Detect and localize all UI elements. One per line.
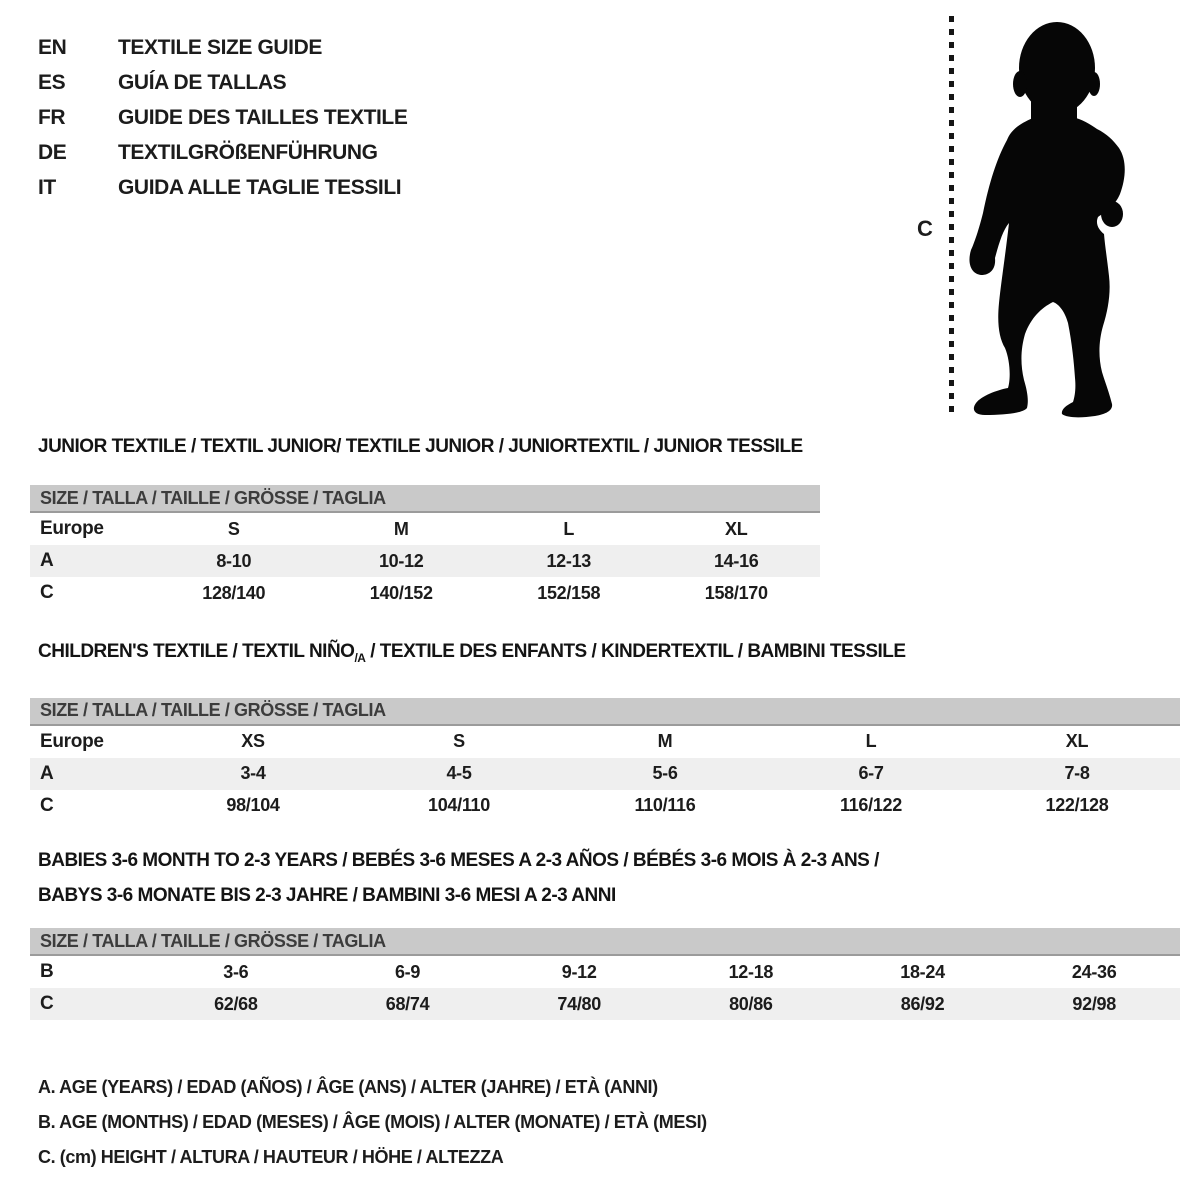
value-cell: 24-36	[1071, 961, 1117, 982]
language-code: DE	[38, 140, 67, 164]
value-cell: 7-8	[1064, 763, 1090, 784]
value-cell: XL	[725, 518, 748, 539]
dashed-height-line-icon	[949, 16, 954, 418]
value-cell: 6-7	[858, 763, 884, 784]
size-header-label: SIZE / TALLA / TAILLE / GRÖSSE / TAGLIA	[40, 700, 386, 721]
language-title: GUIDE DES TAILLES TEXTILE	[118, 105, 408, 129]
table-row	[30, 513, 820, 545]
table-row	[30, 988, 1180, 1020]
language-code: IT	[38, 175, 56, 199]
language-title: GUÍA DE TALLAS	[118, 70, 287, 94]
language-row	[38, 135, 407, 170]
height-measure-label: C	[917, 216, 933, 241]
row-label-cell: C	[40, 993, 54, 1014]
table-row	[30, 726, 1180, 758]
size-table	[30, 956, 1180, 1020]
value-cell: L	[865, 731, 877, 752]
value-cell: 98/104	[226, 795, 280, 816]
size-header-label: SIZE / TALLA / TAILLE / GRÖSSE / TAGLIA	[40, 930, 386, 951]
heading-text: CHILDREN'S TEXTILE / TEXTIL NIÑO	[38, 641, 355, 662]
value-cell: M	[393, 518, 409, 539]
value-cell: 62/68	[214, 993, 258, 1014]
footnote-line: C. (cm) HEIGHT / ALTURA / HAUTEUR / HÖHE / ALTEZZA	[38, 1147, 504, 1167]
heading-line	[38, 436, 820, 458]
value-cell: 140/152	[369, 582, 433, 603]
language-code: ES	[38, 70, 66, 94]
row-label-cell: C	[40, 582, 54, 603]
value-cell: 110/116	[634, 795, 696, 816]
size-header-bar	[30, 698, 1180, 726]
language-code: FR	[38, 105, 66, 129]
value-cell: 8-10	[216, 550, 252, 571]
value-cell: M	[657, 731, 673, 752]
table-row	[30, 545, 820, 577]
toddler-silhouette-icon	[960, 18, 1142, 418]
size-table	[30, 726, 1180, 822]
value-cell: 158/170	[704, 582, 768, 603]
table-row	[30, 956, 1180, 988]
footnote-line: B. AGE (MONTHS) / EDAD (MESES) / ÂGE (MOIS) / ALTER (MONATE) / ETÀ (MESI)	[38, 1112, 707, 1132]
section-heading	[30, 641, 1180, 669]
value-cell: 3-6	[223, 961, 249, 982]
value-cell: 10-12	[378, 550, 424, 571]
heading-text: BABYS 3-6 MONATE BIS 2-3 JAHRE / BAMBINI 3-6 MESI A 2-3 ANNI	[38, 885, 616, 906]
heading-text: /A	[354, 650, 366, 665]
value-cell: L	[563, 518, 575, 539]
value-cell: 12-13	[546, 550, 592, 571]
value-cell: S	[453, 731, 465, 752]
heading-line	[38, 878, 1180, 913]
size-table	[30, 513, 820, 609]
section-heading	[30, 843, 1180, 913]
value-cell: 128/140	[202, 582, 266, 603]
value-cell: 122/128	[1045, 795, 1109, 816]
row-label-cell: Europe	[40, 730, 104, 752]
footnotes	[38, 1070, 707, 1175]
row-label-cell: B	[40, 961, 54, 982]
value-cell: 12-18	[728, 961, 774, 982]
heading-text: JUNIOR TEXTILE / TEXTIL JUNIOR/ TEXTILE JUNIOR / JUNIORTEXTIL / JUNIOR TESSILE	[38, 436, 803, 457]
value-cell: S	[227, 518, 240, 539]
value-cell: 5-6	[652, 763, 678, 784]
section-childrens-textile	[30, 641, 1180, 822]
heading-text: BABIES 3-6 MONTH TO 2-3 YEARS / BEBÉS 3-6 MESES A 2-3 AÑOS / BÉBÉS 3-6 MOIS À 2-3 ANS /	[38, 850, 879, 871]
table-row	[30, 790, 1180, 822]
value-cell: 6-9	[394, 961, 421, 982]
value-cell: 86/92	[900, 993, 945, 1014]
footnote-line: A. AGE (YEARS) / EDAD (AÑOS) / ÂGE (ANS) / ALTER (JAHRE) / ETÀ (ANNI)	[38, 1077, 658, 1097]
language-row	[38, 65, 407, 100]
size-header-bar	[30, 485, 820, 513]
language-title: TEXTILE SIZE GUIDE	[118, 35, 322, 59]
value-cell: XS	[241, 731, 265, 752]
language-list	[38, 30, 407, 205]
value-cell: 9-12	[561, 961, 597, 982]
value-cell: 14-16	[713, 550, 759, 571]
language-row	[38, 30, 407, 65]
language-row	[38, 170, 407, 205]
value-cell: 4-5	[446, 763, 472, 784]
value-cell: 74/80	[557, 993, 601, 1014]
row-label-cell: C	[40, 794, 54, 816]
heading-text: / TEXTILE DES ENFANTS / KINDERTEXTIL / BAMBINI TESSILE	[365, 641, 906, 662]
size-header-bar	[30, 928, 1180, 956]
heading-line	[38, 843, 1180, 878]
heading-line	[38, 641, 1180, 669]
section-heading	[30, 436, 820, 458]
section-junior-textile	[30, 436, 820, 609]
section-babies-textile	[30, 843, 1180, 1020]
size-header-label: SIZE / TALLA / TAILLE / GRÖSSE / TAGLIA	[40, 487, 386, 508]
value-cell: 80/86	[729, 993, 773, 1014]
value-cell: 3-4	[240, 763, 266, 784]
value-cell: 92/98	[1072, 993, 1116, 1014]
value-cell: XL	[1065, 731, 1089, 752]
language-row	[38, 100, 407, 135]
table-row	[30, 758, 1180, 790]
value-cell: 104/110	[428, 795, 490, 816]
row-label-cell: A	[40, 550, 54, 571]
language-title: TEXTILGRÖßENFÜHRUNG	[118, 140, 378, 164]
table-row	[30, 577, 820, 609]
language-title: GUIDA ALLE TAGLIE TESSILI	[118, 175, 402, 199]
row-label-cell: Europe	[40, 518, 104, 539]
value-cell: 18-24	[900, 961, 945, 982]
language-code: EN	[38, 35, 67, 59]
value-cell: 116/122	[840, 795, 902, 816]
row-label-cell: A	[40, 762, 54, 784]
value-cell: 68/74	[385, 993, 430, 1014]
value-cell: 152/158	[537, 582, 601, 603]
